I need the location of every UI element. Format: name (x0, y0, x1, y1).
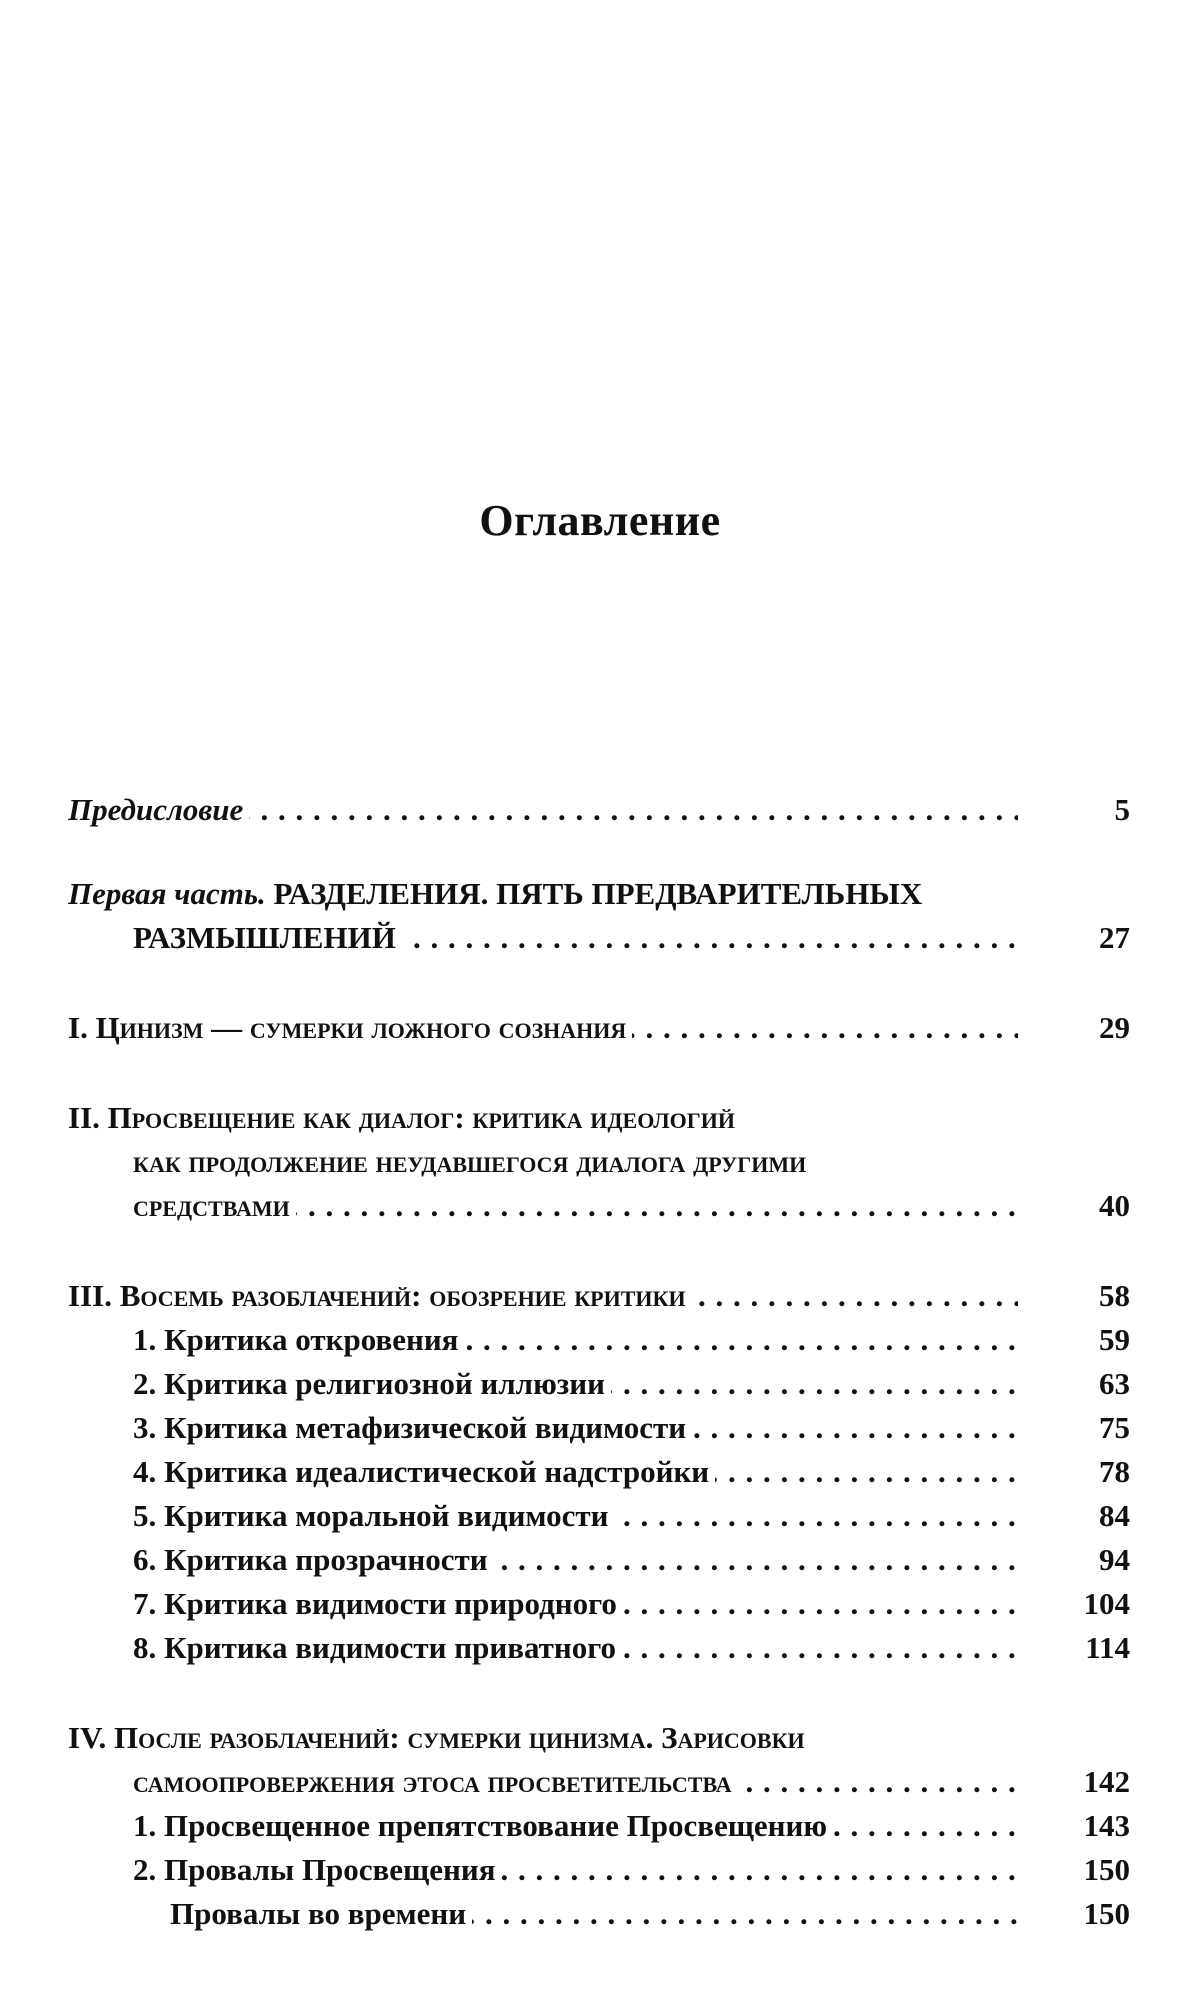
toc-entry-section-3-6 (68, 1538, 1130, 1582)
toc-entry-label: 2. Критика религиозной иллюзии (133, 1366, 611, 1401)
toc-entry-label: 1. Критика откровения (133, 1322, 464, 1357)
toc-entry-part-label: Первая часть. (68, 876, 266, 911)
toc-entry-page: 29 (1099, 1010, 1130, 1045)
toc-entry-chapter-3 (68, 1274, 1130, 1318)
toc-entry-page: 40 (1099, 1188, 1130, 1223)
toc-entry-page: 58 (1099, 1278, 1130, 1313)
toc-entry-section-3-2 (68, 1362, 1130, 1406)
toc-entry-page: 94 (1099, 1542, 1130, 1577)
page-title: Оглавление (479, 496, 721, 545)
toc-entry-label: самоопровержения этоса просветительства (133, 1764, 738, 1799)
toc-entry-label: 3. Критика метафизической видимости (133, 1410, 692, 1445)
toc-entry-chapter-2-cont (68, 1140, 1130, 1184)
toc-entry-chapter-4-cont (68, 1760, 1130, 1804)
toc-entry-page: 27 (1099, 920, 1130, 955)
toc-entry-label: 2. Провалы Просвещения (133, 1852, 501, 1887)
toc-entry-section-3-4 (68, 1450, 1130, 1494)
toc-entry-section-3-7 (68, 1582, 1130, 1626)
toc-entry-label: 7. Критика видимости природного (133, 1586, 623, 1621)
toc-entry-chapter-1 (68, 1006, 1130, 1050)
toc-entry-label: Предисловие (68, 792, 249, 827)
toc-entry-part-one (68, 872, 1130, 916)
toc-entry-section-4-1 (68, 1804, 1130, 1848)
toc-entry-label: РАЗДЕЛЕНИЯ. ПЯТЬ ПРЕДВАРИТЕЛЬНЫХ (273, 876, 923, 911)
table-of-contents (68, 788, 1130, 1936)
toc-entry-page: 5 (1114, 792, 1130, 827)
toc-entry-chapter-2-end (68, 1184, 1130, 1228)
toc-entry-label: 4. Критика идеалистической надстройки (133, 1454, 715, 1489)
toc-entry-page: 150 (1083, 1852, 1130, 1887)
toc-entry-page: 150 (1083, 1896, 1130, 1931)
toc-entry-page: 114 (1085, 1630, 1130, 1665)
toc-entry-label: 5. Критика моральной видимости (133, 1498, 615, 1533)
toc-entry-label: 6. Критика прозрачности (133, 1542, 494, 1577)
toc-entry-page: 142 (1083, 1764, 1130, 1799)
toc-entry-page: 143 (1083, 1808, 1130, 1843)
toc-entry-page: 63 (1099, 1366, 1130, 1401)
toc-entry-chapter-2 (68, 1096, 1130, 1140)
toc-entry-section-3-8 (68, 1626, 1130, 1670)
toc-entry-part-one-cont (68, 916, 1130, 960)
toc-entry-label: РАЗМЫШЛЕНИЙ (133, 920, 402, 955)
toc-entry-subsection-4-2-1 (68, 1892, 1130, 1936)
toc-entry-label: II. Просвещение как диалог: критика идеологий (68, 1100, 741, 1135)
toc-entry-label: 8. Критика видимости приватного (133, 1630, 622, 1665)
toc-entry-section-3-5 (68, 1494, 1130, 1538)
toc-entry-chapter-4 (68, 1716, 1130, 1760)
toc-entry-page: 78 (1099, 1454, 1130, 1489)
toc-entry-label: как продолжение неудавшегося диалога другими (133, 1144, 812, 1179)
toc-entry-page: 75 (1099, 1410, 1130, 1445)
toc-entry-preface (68, 788, 1130, 832)
toc-entry-section-4-2 (68, 1848, 1130, 1892)
toc-entry-label: 1. Просвещенное препятствование Просвещению (133, 1808, 833, 1843)
toc-entry-section-3-1 (68, 1318, 1130, 1362)
toc-entry-section-3-3 (68, 1406, 1130, 1450)
toc-entry-label: Провалы во времени (170, 1896, 472, 1931)
toc-entry-page: 84 (1099, 1498, 1130, 1533)
toc-entry-page: 59 (1099, 1322, 1130, 1357)
toc-entry-label: IV. После разоблачений: сумерки цинизма. Зарисовки (68, 1720, 811, 1755)
toc-entry-label: I. Цинизм — сумерки ложного сознания (68, 1010, 632, 1045)
toc-entry-label: средствами (133, 1188, 296, 1223)
toc-entry-label: III. Восемь разоблачений: обозрение критики (68, 1278, 692, 1313)
toc-entry-page: 104 (1083, 1586, 1130, 1621)
